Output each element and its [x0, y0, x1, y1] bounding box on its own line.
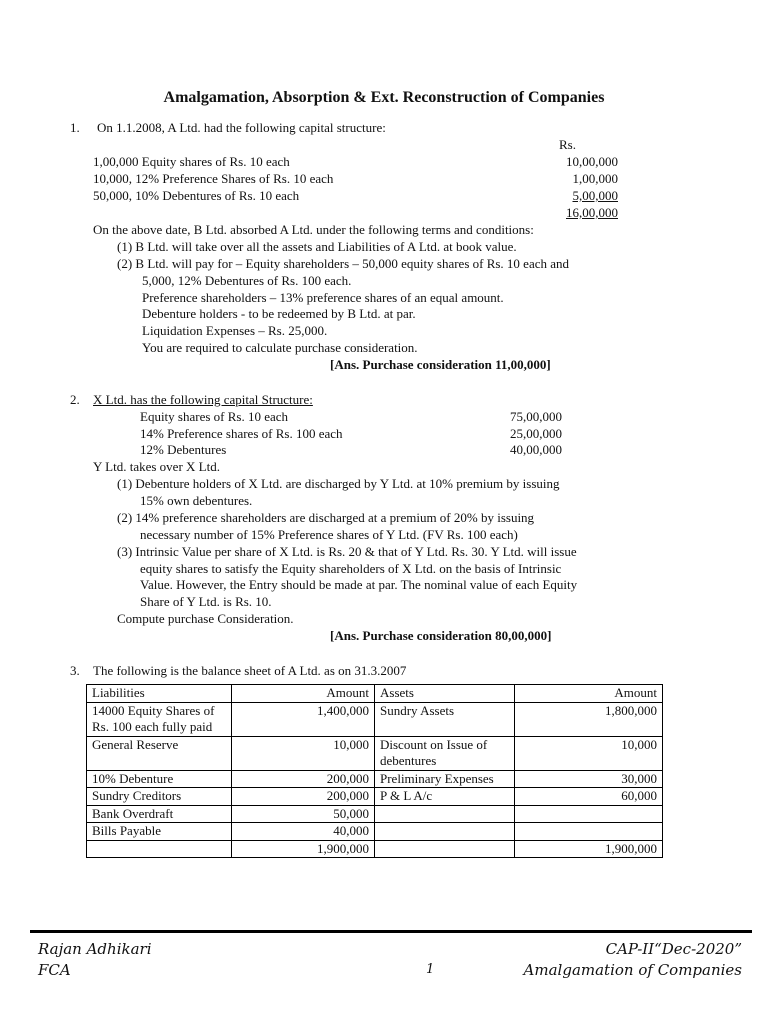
table-cell: 200,000 — [232, 770, 375, 788]
column-header-amount: Amount — [515, 685, 663, 703]
table-cell — [515, 805, 663, 823]
capital-row-label: 14% Preference shares of Rs. 100 each — [140, 426, 343, 441]
table-row — [87, 788, 663, 806]
question-2-text: 15% own debentures. — [140, 493, 253, 508]
table-cell: 50,000 — [232, 805, 375, 823]
column-header-liabilities: Liabilities — [87, 685, 232, 703]
page-title: Amalgamation, Absorption & Ext. Reconstruction of Companies — [163, 89, 605, 106]
table-total-row — [87, 840, 663, 858]
question-3-number: 3. — [70, 663, 80, 678]
question-1-answer: [Ans. Purchase consideration 11,00,000] — [330, 357, 551, 372]
table-row — [87, 823, 663, 841]
capital-row-amount: 5,00,000 — [572, 188, 618, 203]
question-2-text: Share of Y Ltd. is Rs. 10. — [140, 594, 272, 609]
question-2-text: Y Ltd. takes over X Ltd. — [93, 459, 220, 474]
question-2-text: necessary number of 15% Preference shares of Y Ltd. (FV Rs. 100 each) — [140, 527, 518, 542]
table-cell: 200,000 — [232, 788, 375, 806]
capital-row-label: 50,000, 10% Debentures of Rs. 10 each — [93, 188, 300, 203]
table-row — [87, 770, 663, 788]
table-cell — [375, 840, 515, 858]
assets-total: 1,900,000 — [515, 840, 663, 858]
table-cell: Sundry Assets — [375, 702, 515, 736]
table-cell: 40,000 — [232, 823, 375, 841]
table-cell: 30,000 — [515, 770, 663, 788]
table-cell — [375, 805, 515, 823]
column-header-assets: Assets — [375, 685, 515, 703]
capital-row-label: Equity shares of Rs. 10 each — [140, 409, 289, 424]
capital-row-label: 1,00,000 Equity shares of Rs. 10 each — [93, 154, 290, 169]
question-2-text: (3) Intrinsic Value per share of X Ltd. is Rs. 20 & that of Y Ltd. Rs. 30. Y Ltd. will issue — [117, 544, 577, 559]
table-row — [87, 702, 663, 736]
table-cell: 1,800,000 — [515, 702, 663, 736]
balance-sheet-table — [86, 684, 663, 858]
capital-total: 16,00,000 — [566, 205, 618, 220]
question-1-intro: On 1.1.2008, A Ltd. had the following capital structure: — [97, 120, 386, 135]
table-cell: 10% Debenture — [87, 770, 232, 788]
footer-course: CAP-II“Dec-2020” — [605, 940, 742, 958]
question-1-text: Debenture holders - to be redeemed by B Ltd. at par. — [142, 306, 416, 321]
table-cell: Bills Payable — [87, 823, 232, 841]
question-2-text: Value. However, the Entry should be made at par. The nominal value of each Equity — [140, 577, 578, 592]
question-1-text: Liquidation Expenses – Rs. 25,000. — [142, 323, 328, 338]
question-3-intro: The following is the balance sheet of A Ltd. as on 31.3.2007 — [93, 663, 407, 678]
liabilities-total: 1,900,000 — [232, 840, 375, 858]
question-1-text: (1) B Ltd. will take over all the assets and Liabilities of A Ltd. at book value. — [117, 239, 517, 254]
table-cell: 10,000 — [515, 736, 663, 770]
table-cell: Discount on Issue of debentures — [375, 736, 515, 770]
footer-topic: Amalgamation of Companies — [523, 961, 742, 979]
table-cell: 60,000 — [515, 788, 663, 806]
footer-author: Rajan Adhikari — [38, 940, 152, 958]
footer-divider — [30, 930, 752, 933]
capital-row-label: 10,000, 12% Preference Shares of Rs. 10 each — [93, 171, 334, 186]
table-row — [87, 805, 663, 823]
question-2-number: 2. — [70, 392, 80, 407]
question-2-text: (2) 14% preference shareholders are discharged at a premium of 20% by issuing — [117, 510, 535, 525]
table-cell — [375, 823, 515, 841]
table-header-row — [87, 685, 663, 703]
question-2-answer: [Ans. Purchase consideration 80,00,000] — [330, 628, 552, 643]
capital-row-amount: 75,00,000 — [510, 409, 562, 424]
table-cell: 10,000 — [232, 736, 375, 770]
footer-designation: FCA — [38, 961, 71, 979]
capital-row-amount: 10,00,000 — [566, 154, 618, 169]
column-header-amount: Amount — [232, 685, 375, 703]
table-row — [87, 736, 663, 770]
capital-row-amount: 1,00,000 — [572, 171, 618, 186]
currency-label: Rs. — [559, 137, 576, 152]
question-2-text: (1) Debenture holders of X Ltd. are discharged by Y Ltd. at 10% premium by issuing — [117, 476, 560, 491]
question-1-text: Preference shareholders – 13% preference shares of an equal amount. — [142, 290, 504, 305]
question-1-number: 1. — [70, 120, 80, 135]
table-cell: Sundry Creditors — [87, 788, 232, 806]
question-2-text: equity shares to satisfy the Equity shareholders of X Ltd. on the basis of Intrinsic — [140, 561, 562, 576]
question-2-text: Compute purchase Consideration. — [117, 611, 294, 626]
table-cell — [87, 840, 232, 858]
table-cell: General Reserve — [87, 736, 232, 770]
question-1-text: 5,000, 12% Debentures of Rs. 100 each. — [142, 273, 352, 288]
table-cell: Bank Overdraft — [87, 805, 232, 823]
table-cell — [515, 823, 663, 841]
table-cell: 14000 Equity Shares of Rs. 100 each fully paid — [87, 702, 232, 736]
capital-row-label: 12% Debentures — [140, 442, 227, 457]
question-1-text: You are required to calculate purchase consideration. — [142, 340, 418, 355]
table-cell: 1,400,000 — [232, 702, 375, 736]
question-1-text: (2) B Ltd. will pay for – Equity shareholders – 50,000 equity shares of Rs. 10 each and — [117, 256, 570, 271]
question-1-text: On the above date, B Ltd. absorbed A Ltd. under the following terms and conditions: — [93, 222, 534, 237]
question-2-intro: X Ltd. has the following capital Structure: — [93, 392, 313, 407]
capital-row-amount: 25,00,000 — [510, 426, 562, 441]
table-cell: Preliminary Expenses — [375, 770, 515, 788]
capital-row-amount: 40,00,000 — [510, 442, 562, 457]
page-number: 1 — [426, 962, 435, 977]
table-cell: P & L A/c — [375, 788, 515, 806]
